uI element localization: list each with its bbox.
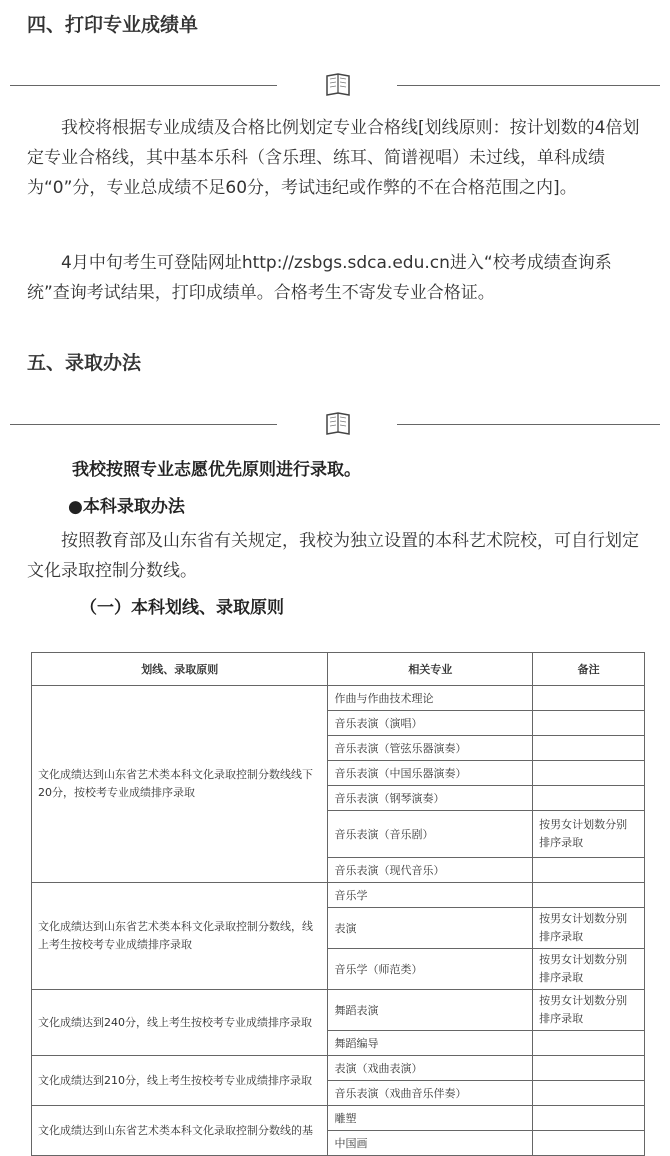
table-row bbox=[32, 883, 645, 908]
major-cell: 音乐表演（管弦乐器演奏） bbox=[328, 736, 533, 761]
book-icon bbox=[323, 71, 353, 99]
section-heading-admission: 五、录取办法 bbox=[27, 352, 142, 374]
rule-cell: 文化成绩达到山东省艺术类本科文化录取控制分数线的基 bbox=[32, 1106, 328, 1156]
paragraph-score-query: 4月中旬考生可登陆网址http://zsbgs.sdca.edu.cn进入“校考成绩查询系统”查询考试结果，打印成绩单。合格考生不寄发专业合格证。 bbox=[27, 253, 612, 303]
note-cell bbox=[533, 711, 645, 736]
table-row bbox=[32, 1106, 645, 1131]
note-cell bbox=[533, 1031, 645, 1056]
undergrad-subheading: ●本科录取办法 bbox=[68, 497, 185, 517]
admission-lead: 我校按照专业志愿优先原则进行录取。 bbox=[72, 460, 361, 480]
section-divider bbox=[10, 71, 660, 99]
divider-line-right bbox=[397, 424, 660, 425]
header-note: 备注 bbox=[533, 653, 645, 686]
divider-line-left bbox=[10, 424, 277, 425]
note-cell: 按男女计划数分别排序录取 bbox=[533, 990, 645, 1031]
note-cell bbox=[533, 1106, 645, 1131]
note-cell bbox=[533, 883, 645, 908]
note-cell: 按男女计划数分别排序录取 bbox=[533, 811, 645, 858]
major-cell: 雕塑 bbox=[328, 1106, 533, 1131]
note-cell bbox=[533, 761, 645, 786]
header-rule: 划线、录取原则 bbox=[32, 653, 328, 686]
major-cell: 舞蹈表演 bbox=[328, 990, 533, 1031]
note-cell bbox=[533, 858, 645, 883]
major-cell: 音乐学 bbox=[328, 883, 533, 908]
major-cell: 音乐表演（钢琴演奏） bbox=[328, 786, 533, 811]
table-header-row bbox=[32, 653, 645, 686]
book-icon bbox=[323, 410, 353, 438]
major-cell: 音乐表演（戏曲音乐伴奏） bbox=[328, 1081, 533, 1106]
major-cell: 音乐表演（演唱） bbox=[328, 711, 533, 736]
major-cell: 作曲与作曲技术理论 bbox=[328, 686, 533, 711]
divider-line-right bbox=[397, 85, 660, 86]
principle-subheading: （一）本科划线、录取原则 bbox=[80, 598, 284, 618]
note-cell bbox=[533, 1056, 645, 1081]
major-cell: 音乐学（师范类） bbox=[328, 949, 533, 990]
note-cell: 按男女计划数分别排序录取 bbox=[533, 908, 645, 949]
note-cell bbox=[533, 736, 645, 761]
note-cell bbox=[533, 686, 645, 711]
table-row bbox=[32, 1056, 645, 1081]
major-cell: 音乐表演（中国乐器演奏） bbox=[328, 761, 533, 786]
rule-cell: 文化成绩达到240分，线上考生按校考专业成绩排序录取 bbox=[32, 990, 328, 1056]
table-row bbox=[32, 990, 645, 1031]
major-cell: 音乐表演（现代音乐） bbox=[328, 858, 533, 883]
major-cell: 音乐表演（音乐剧） bbox=[328, 811, 533, 858]
major-cell: 表演 bbox=[328, 908, 533, 949]
admission-rules-table bbox=[31, 652, 645, 1156]
major-cell: 中国画 bbox=[328, 1131, 533, 1156]
section-heading-print: 四、打印专业成绩单 bbox=[27, 14, 199, 36]
note-cell bbox=[533, 786, 645, 811]
rule-cell: 文化成绩达到山东省艺术类本科文化录取控制分数线线下20分，按校考专业成绩排序录取 bbox=[32, 686, 328, 883]
section-divider bbox=[10, 410, 660, 438]
paragraph-undergrad: 按照教育部及山东省有关规定，我校为独立设置的本科艺术院校，可自行划定文化录取控制分数线。 bbox=[27, 531, 639, 581]
header-major: 相关专业 bbox=[328, 653, 533, 686]
rule-cell: 文化成绩达到210分，线上考生按校考专业成绩排序录取 bbox=[32, 1056, 328, 1106]
paragraph-pass-line: 我校将根据专业成绩及合格比例划定专业合格线[划线原则：按计划数的4倍划定专业合格线，其中基本乐科（含乐理、练耳、简谱视唱）未过线，单科成绩为“0”分，专业总成绩不足60分，考试违纪或作弊的不在合格范围之内]。 bbox=[27, 118, 640, 198]
major-cell: 表演（戏曲表演） bbox=[328, 1056, 533, 1081]
note-cell bbox=[533, 1081, 645, 1106]
note-cell: 按男女计划数分别排序录取 bbox=[533, 949, 645, 990]
note-cell bbox=[533, 1131, 645, 1156]
table-row bbox=[32, 686, 645, 711]
rule-cell: 文化成绩达到山东省艺术类本科文化录取控制分数线，线上考生按校考专业成绩排序录取 bbox=[32, 883, 328, 990]
divider-line-left bbox=[10, 85, 277, 86]
major-cell: 舞蹈编导 bbox=[328, 1031, 533, 1056]
